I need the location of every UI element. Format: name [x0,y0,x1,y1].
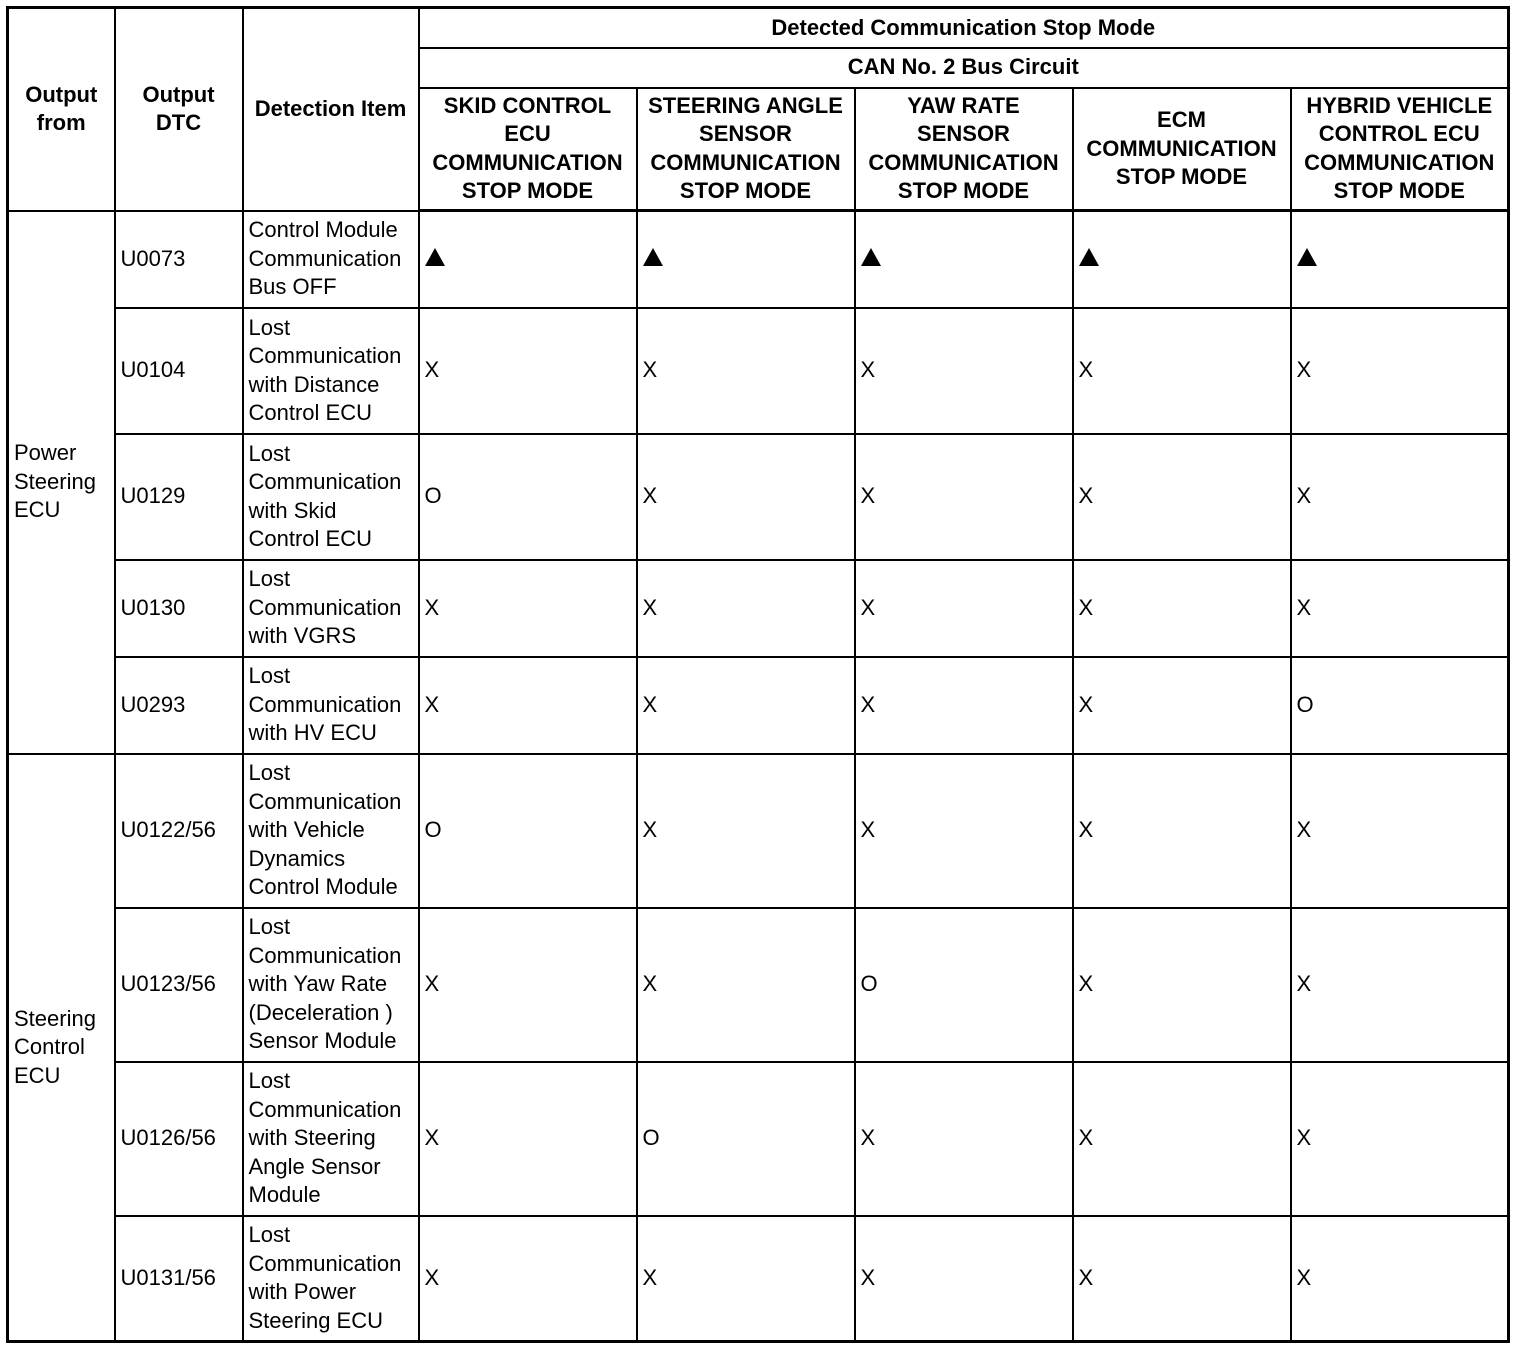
mark: X [1073,308,1291,434]
mark: X [1073,908,1291,1062]
detection-item: Lost Communication with Distance Control ECU [243,308,419,434]
dtc-code: U0293 [115,657,243,754]
mark: X [637,308,855,434]
detection-item: Lost Communication with Vehicle Dynamics Control Module [243,754,419,908]
mark: X [855,657,1073,754]
dtc-code: U0123/56 [115,908,243,1062]
table-row [8,308,1509,434]
table-row [8,657,1509,754]
table-row [8,1216,1509,1342]
mark: O [1291,657,1509,754]
mark: X [1073,754,1291,908]
dtc-code: U0122/56 [115,754,243,908]
detection-item: Control Module Communication Bus OFF [243,211,419,308]
mark: X [1073,1062,1291,1216]
mark: X [1073,1216,1291,1342]
dtc-code: U0129 [115,434,243,560]
mark: X [1073,560,1291,657]
mark: X [855,308,1073,434]
header-mode-steering: STEERING ANGLE SENSOR COMMUNICATION STOP MODE [637,88,855,211]
mark: O [419,434,637,560]
header-detection-item: Detection Item [243,8,419,211]
mark: X [637,754,855,908]
mark: X [1291,434,1509,560]
mark: X [1291,1062,1509,1216]
mark: X [637,657,855,754]
header-mode-skid: SKID CONTROL ECU COMMUNICATION STOP MODE [419,88,637,211]
group-steering-control-ecu: Steering Control ECU [8,754,115,1342]
mark-triangle-icon [1291,211,1509,308]
mark: X [855,754,1073,908]
mark: X [855,1216,1073,1342]
mark: X [637,434,855,560]
dtc-code: U0104 [115,308,243,434]
mark: X [419,1216,637,1342]
mark-triangle-icon [1073,211,1291,308]
mark: X [419,1062,637,1216]
detection-item: Lost Communication with Steering Angle Sensor Module [243,1062,419,1216]
mark: X [419,560,637,657]
mark: X [637,908,855,1062]
mark: X [419,908,637,1062]
dtc-code: U0131/56 [115,1216,243,1342]
header-bus-circuit: CAN No. 2 Bus Circuit [419,48,1509,88]
table-row [8,434,1509,560]
mark: O [419,754,637,908]
group-power-steering-ecu: Power Steering ECU [8,211,115,754]
header-mode-yaw: YAW RATE SENSOR COMMUNICATION STOP MODE [855,88,1073,211]
table-row [8,211,1509,308]
table-row [8,560,1509,657]
mark: X [1073,657,1291,754]
mark: X [855,560,1073,657]
mark: X [637,1216,855,1342]
header-output-dtc: Output DTC [115,8,243,211]
detection-item: Lost Communication with VGRS [243,560,419,657]
table-row [8,1062,1509,1216]
dtc-code: U0126/56 [115,1062,243,1216]
detection-item: Lost Communication with HV ECU [243,657,419,754]
header-mode-ecm: ECM COMMUNICATION STOP MODE [1073,88,1291,211]
header-mode-hv: HYBRID VEHICLE CONTROL ECU COMMUNICATION STOP MODE [1291,88,1509,211]
mark: O [855,908,1073,1062]
detection-item: Lost Communication with Skid Control ECU [243,434,419,560]
mark: X [637,560,855,657]
dtc-code: U0073 [115,211,243,308]
mark: X [1291,908,1509,1062]
mark: X [855,1062,1073,1216]
dtc-table [6,6,1510,1343]
table-row [8,908,1509,1062]
dtc-code: U0130 [115,560,243,657]
mark: X [419,657,637,754]
mark: X [1291,754,1509,908]
detection-item: Lost Communication with Power Steering ECU [243,1216,419,1342]
mark-triangle-icon [637,211,855,308]
header-output-from: Output from [8,8,115,211]
header-detected-mode: Detected Communication Stop Mode [419,8,1509,48]
mark: X [855,434,1073,560]
mark: X [419,308,637,434]
mark-triangle-icon [419,211,637,308]
detection-item: Lost Communication with Yaw Rate (Deceleration ) Sensor Module [243,908,419,1062]
table-row [8,754,1509,908]
mark-triangle-icon [855,211,1073,308]
mark: X [1073,434,1291,560]
mark: X [1291,560,1509,657]
mark: X [1291,1216,1509,1342]
mark: X [1291,308,1509,434]
mark: O [637,1062,855,1216]
